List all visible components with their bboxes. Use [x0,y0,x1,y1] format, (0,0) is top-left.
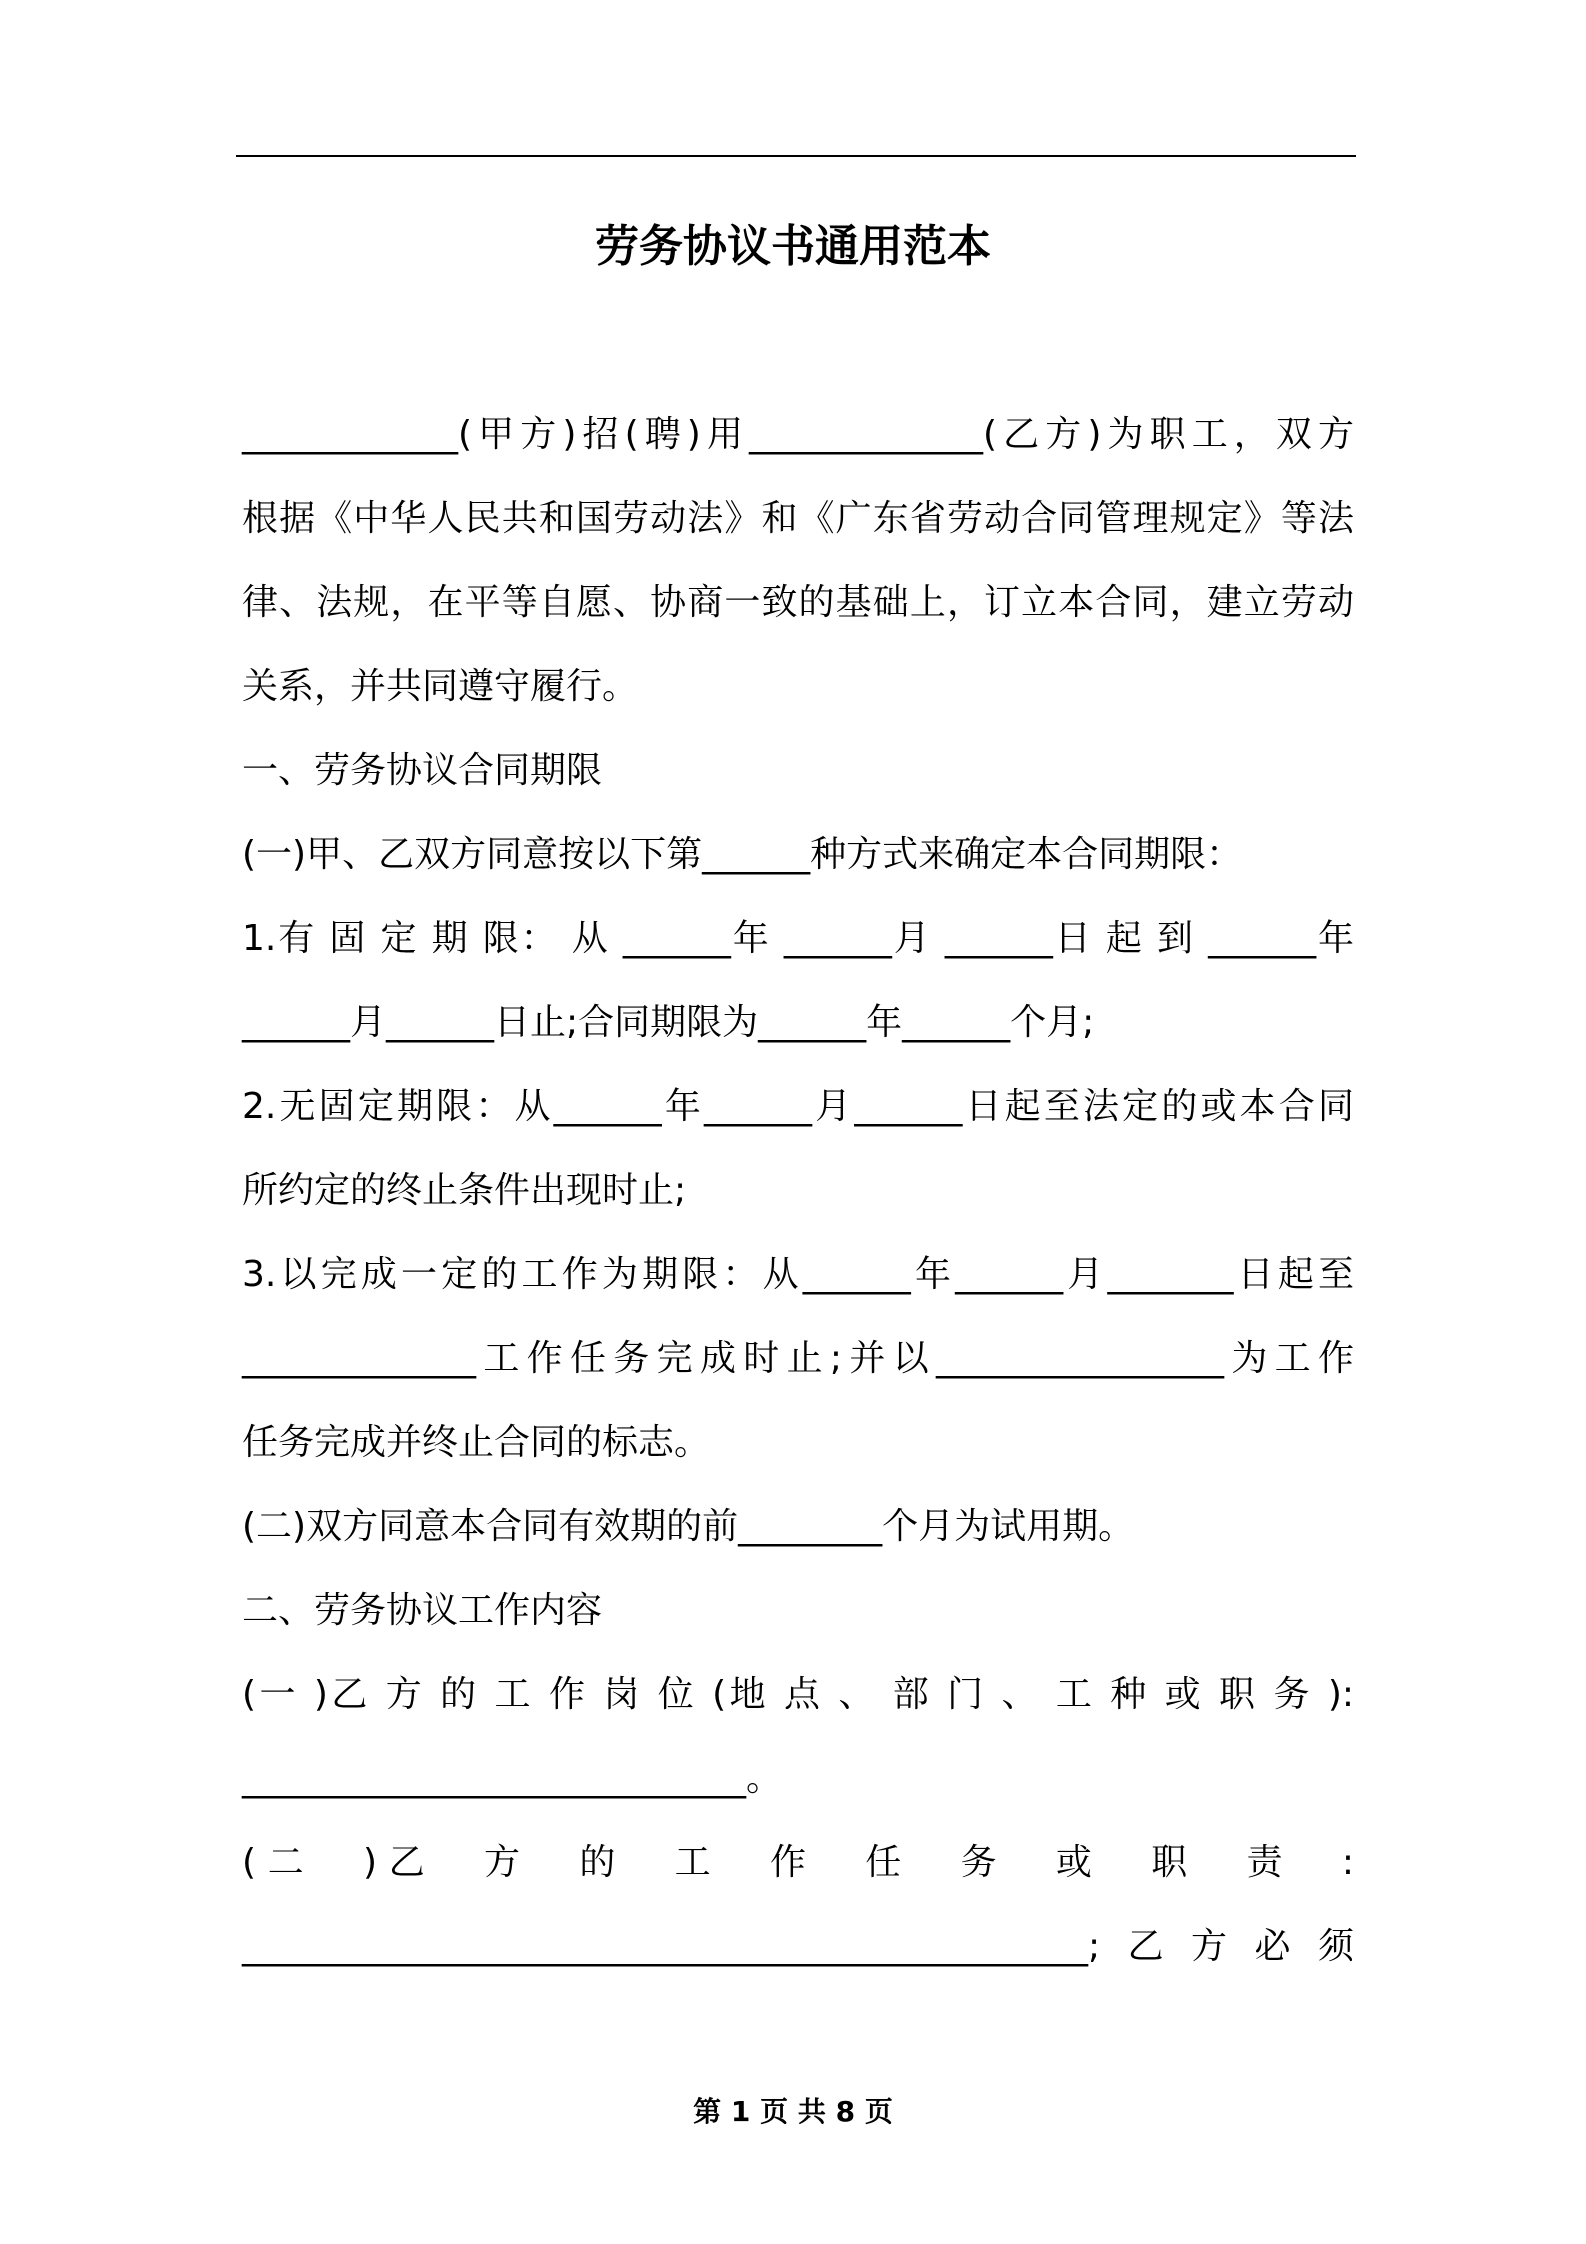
body-line-7: 1.有 固 定 期 限： 从 ______年 ______月 ______日 起 到 ______年 [242,918,1354,959]
body-line-18: (二 )乙 方 的 工 作 任 务 或 职 责 : [242,1842,1354,1883]
page-title: 劳务协议书通用范本 [595,221,991,272]
body-line-3: 律、法规，在平等自愿、协商一致的基础上，订立本合同，建立劳动 [242,582,1354,623]
body-line-8: ______月______日止;合同期限为______年______个月; [242,1002,1095,1043]
body-line-19: _______________________________________________;乙方必须 [242,1926,1354,1967]
body-line-13: 任务完成并终止合同的标志。 [242,1422,711,1463]
header-rule [236,155,1356,157]
page-number: 第 1 页 共 8 页 [693,2095,893,2128]
section-heading-1: 一、劳务协议合同期限 [242,750,603,791]
body-line-6: (一)甲、乙双方同意按以下第______种方式来确定本合同期限： [242,834,1243,875]
body-line-10: 所约定的终止条件出现时止; [242,1170,687,1211]
body-line-12: _____________工作任务完成时止;并以________________为工作 [242,1338,1354,1379]
body-line-4: 关系，并共同遵守履行。 [242,666,639,707]
body-line-1: ____________(甲方)招(聘)用_____________(乙方)为职工，双方 [242,414,1354,455]
body-line-16: (一 )乙 方 的 工 作 岗 位 (地 点 、 部 门 、 工 种 或 职 务 ): [242,1674,1354,1715]
body-line-14: (二)双方同意本合同有效期的前________个月为试用期。 [242,1506,1135,1547]
body-line-2: 根据《中华人民共和国劳动法》和《广东省劳动合同管理规定》等法 [242,498,1354,539]
body-line-9: 2.无固定期限：从______年______月______日起至法定的或本合同 [242,1086,1354,1127]
section-heading-2: 二、劳务协议工作内容 [242,1590,603,1631]
body-line-17: ____________________________。 [242,1758,782,1799]
body-line-11: 3.以完成一定的工作为期限：从______年______月_______日起至 [242,1254,1354,1295]
